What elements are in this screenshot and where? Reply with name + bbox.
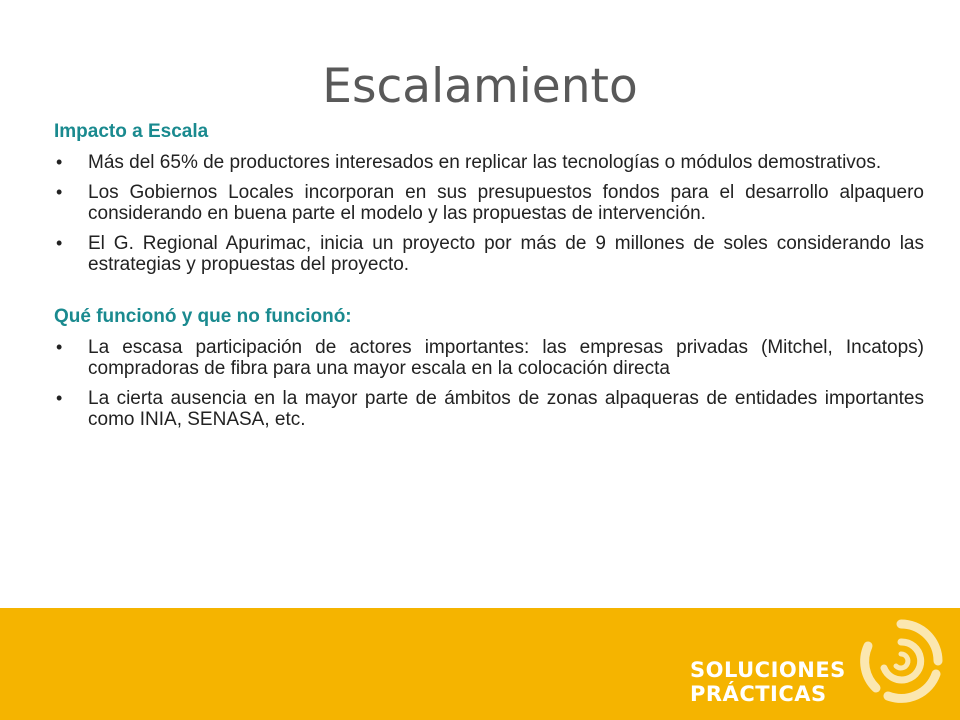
- bullet-dot-icon: •: [56, 233, 63, 253]
- bullet-item: [54, 233, 924, 275]
- bullet-dot-icon: •: [56, 337, 63, 357]
- bullet-text: La escasa participación de actores importantes: las empresas privadas (Mitchel, Incatops) compradoras de fibra para una mayor escala en la colocación directa: [88, 337, 924, 379]
- brand-name: SOLUCIONES PRÁCTICAS: [690, 658, 846, 706]
- bullet-item: [54, 182, 924, 224]
- circular-swirl-logo-icon: [856, 616, 946, 706]
- bullet-text: Los Gobiernos Locales incorporan en sus presupuestos fondos para el desarrollo alpaquero considerando en buena parte el modelo y las propuestas de intervención.: [88, 182, 924, 224]
- bullet-text: El G. Regional Apurimac, inicia un proyecto por más de 9 millones de soles considerando las estrategias y propuestas del proyecto.: [88, 233, 924, 275]
- bullet-dot-icon: •: [56, 152, 63, 172]
- bullet-dot-icon: •: [56, 182, 63, 202]
- slide-title: Escalamiento: [322, 59, 638, 115]
- bullet-item: [54, 388, 924, 430]
- bullet-text: Más del 65% de productores interesados en replicar las tecnologías o módulos demostrativos.: [88, 152, 882, 173]
- bullet-list-impacto: [54, 152, 924, 275]
- bullet-text: La cierta ausencia en la mayor parte de ámbitos de zonas alpaqueras de entidades importantes como INIA, SENASA, etc.: [88, 388, 924, 430]
- section-heading-funciono: Qué funcionó y que no funcionó:: [54, 306, 352, 327]
- bullet-dot-icon: •: [56, 388, 63, 408]
- slide-content: [54, 120, 924, 439]
- bullet-list-funciono: [54, 337, 924, 430]
- section-heading-impacto: Impacto a Escala: [54, 121, 209, 142]
- bullet-item: [54, 152, 924, 173]
- bullet-item: [54, 337, 924, 379]
